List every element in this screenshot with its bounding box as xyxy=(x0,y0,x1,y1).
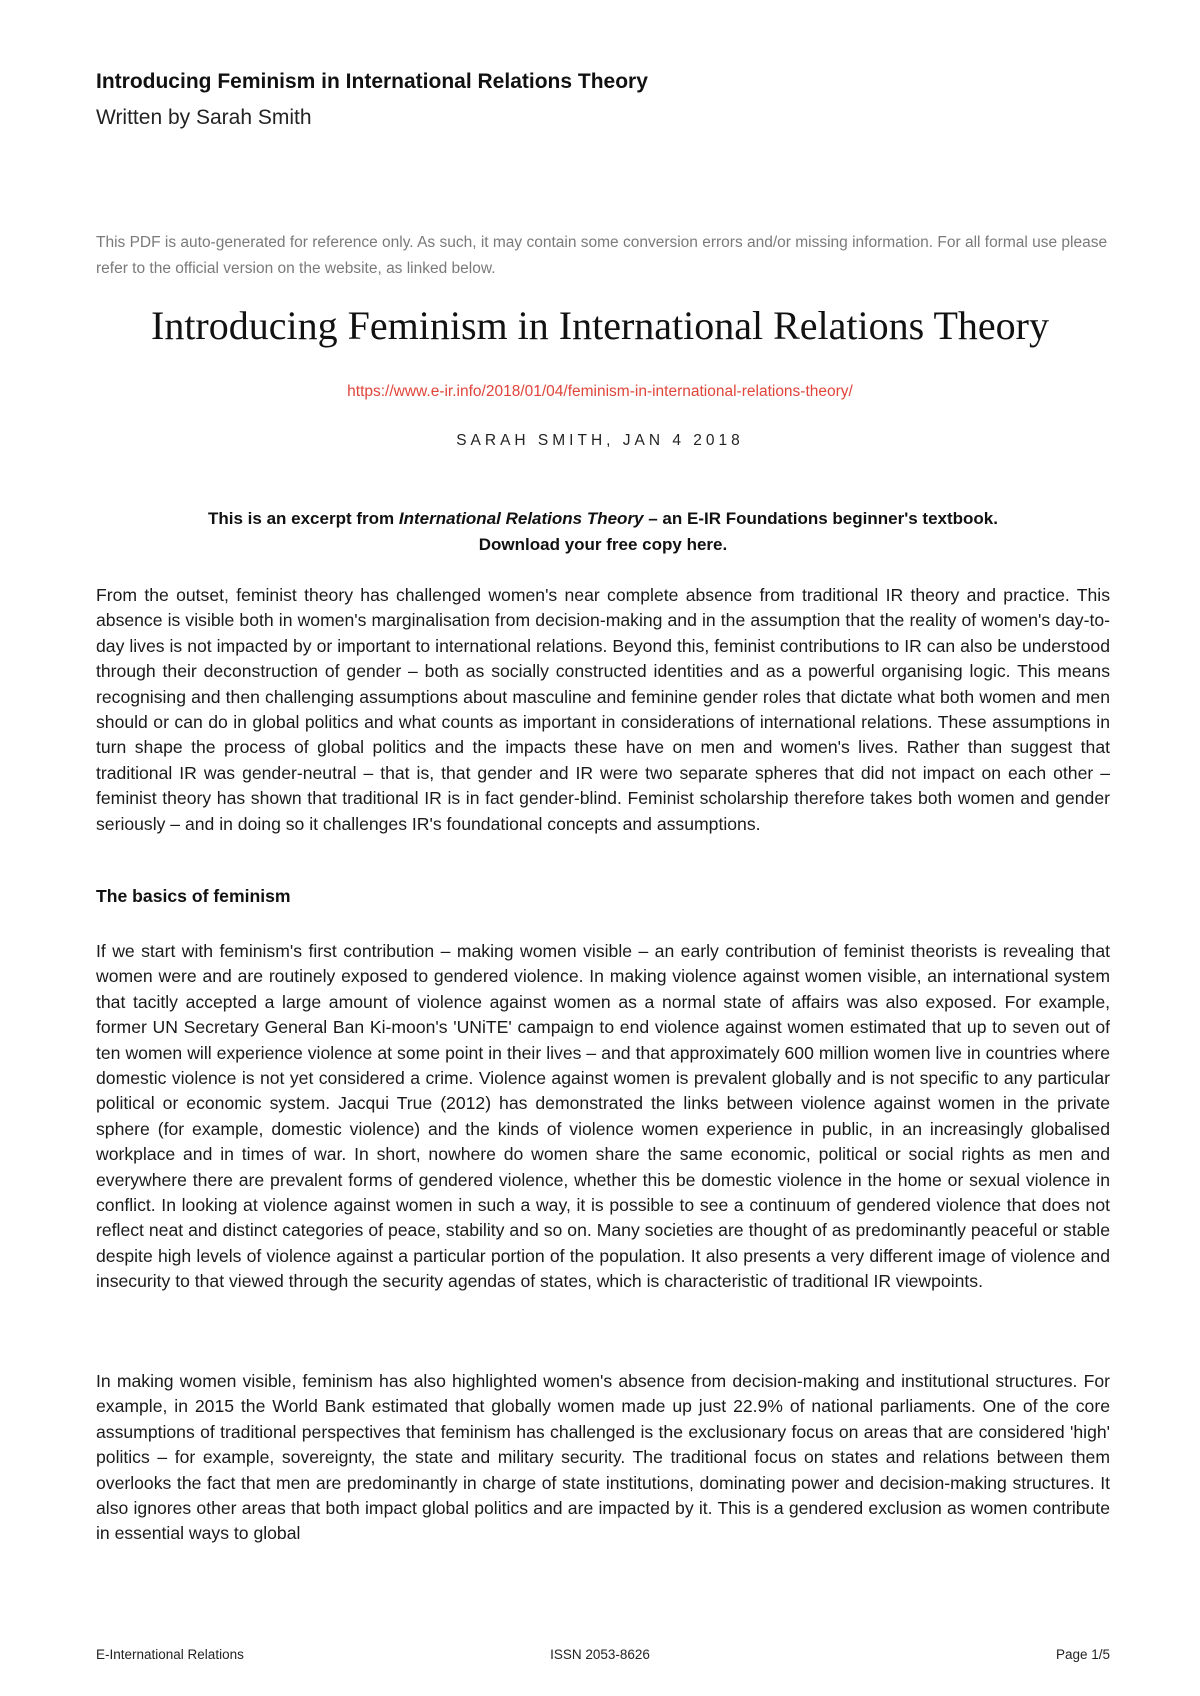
footer-page-number: Page 1/5 xyxy=(1055,1647,1110,1662)
footer-issn: ISSN 2053-8626 xyxy=(550,1647,650,1662)
paragraph-intro: From the outset, feminist theory has challenged women's near complete absence from traditional IR theory and practice. This absence is visible both in women's marginalisation from decision-making and in the assumption that the reality of women's day-to-day lives is not impacted by or important to international relations. Beyond this, feminist contributions to IR can also be understood through their deconstruction of gender – both as socially constructed identities and as a powerful organising logic. This means recognising and then challenging assumptions about masculine and feminine gender roles that dictate what both women and men should or can do in global politics and what counts as important in considerations of international relations. These assumptions in turn shape the process of global politics and the impacts these have on men and women's lives. Rather than suggest that traditional IR was gender-neutral – that is, that gender and IR were two separate spheres that did not impact on each other – feminist theory has shown that traditional IR is in fact gender-blind. Feminist scholarship therefore takes both women and gender seriously – and in doing so it challenges IR's foundational concepts and assumptions. xyxy=(96,585,1110,834)
excerpt-prefix: This is an excerpt from xyxy=(208,509,399,528)
paragraph-decision-making: In making women visible, feminism has also highlighted women's absence from decision-making and institutional structures. For example, in 2015 the World Bank estimated that globally women made up just 22.9% of national parliaments. One of the core assumptions of traditional perspectives that feminism has challenged is the exclusionary focus on areas that are considered 'high' politics – for example, sovereignty, the state and military security. The traditional focus on states and relations between them overlooks the fact that men are predominantly in charge of state institutions, dominating power and decision-making structures. It also ignores other areas that both impact global politics and are impacted by it. This is a gendered exclusion as women contribute in essential ways to global xyxy=(96,1371,1110,1544)
article-title: Introducing Feminism in International Relations Theory xyxy=(151,303,1049,348)
article-byline: SARAH SMITH, JAN 4 2018 xyxy=(456,432,744,449)
excerpt-note xyxy=(96,506,1110,558)
section-heading: The basics of feminism xyxy=(96,886,291,906)
disclaimer-text: This PDF is auto-generated for reference only. As such, it may contain some conversion errors and/or missing information. For all formal use please refer to the official version on the website, as linked below. xyxy=(96,234,1108,277)
download-link[interactable]: Download your free copy here. xyxy=(478,535,728,554)
header-author: Written by Sarah Smith xyxy=(96,106,312,129)
excerpt-book-title[interactable]: International Relations Theory xyxy=(398,509,644,528)
paragraph-violence: If we start with feminism's first contribution – making women visible – an early contribution of feminist theorists is revealing that women were and are routinely exposed to gendered violence. In making violence against women visible, an international system that tacitly accepted a large amount of violence against women as a normal state of affairs was also exposed. For example, former UN Secretary General Ban Ki-moon's 'UNiTE' campaign to end violence against women estimated that up to seven out of ten women will experience violence at some point in their lives – and that approximately 600 million women live in countries where domestic violence is not yet considered a crime. Violence against women is prevalent globally and is not specific to any particular political or economic system. Jacqui True (2012) has demonstrated the links between violence against women in the private sphere (for example, domestic violence) and the kinds of violence women experience in public, in an increasingly globalised workplace and in times of war. In short, nowhere do women share the same economic, political or social rights as men and everywhere there are prevalent forms of gendered violence, whether this be domestic violence in the home or sexual violence in conflict. In looking at violence against women in such a way, it is possible to see a continuum of gendered violence that does not reflect neat and distinct categories of peace, stability and so on. Many societies are thought of as predominantly peaceful or stable despite high levels of violence against a particular portion of the population. It also presents a very different image of violence and insecurity to that viewed through the security agendas of states, which is characteristic of traditional IR viewpoints. xyxy=(96,941,1110,1292)
article-url-link[interactable]: https://www.e-ir.info/2018/01/04/feminism-in-international-relations-theory/ xyxy=(347,383,853,400)
header-title: Introducing Feminism in International Relations Theory xyxy=(96,70,648,93)
excerpt-suffix: – an E-IR Foundations beginner's textbook. xyxy=(643,509,998,528)
footer-publisher: E-International Relations xyxy=(96,1647,244,1662)
